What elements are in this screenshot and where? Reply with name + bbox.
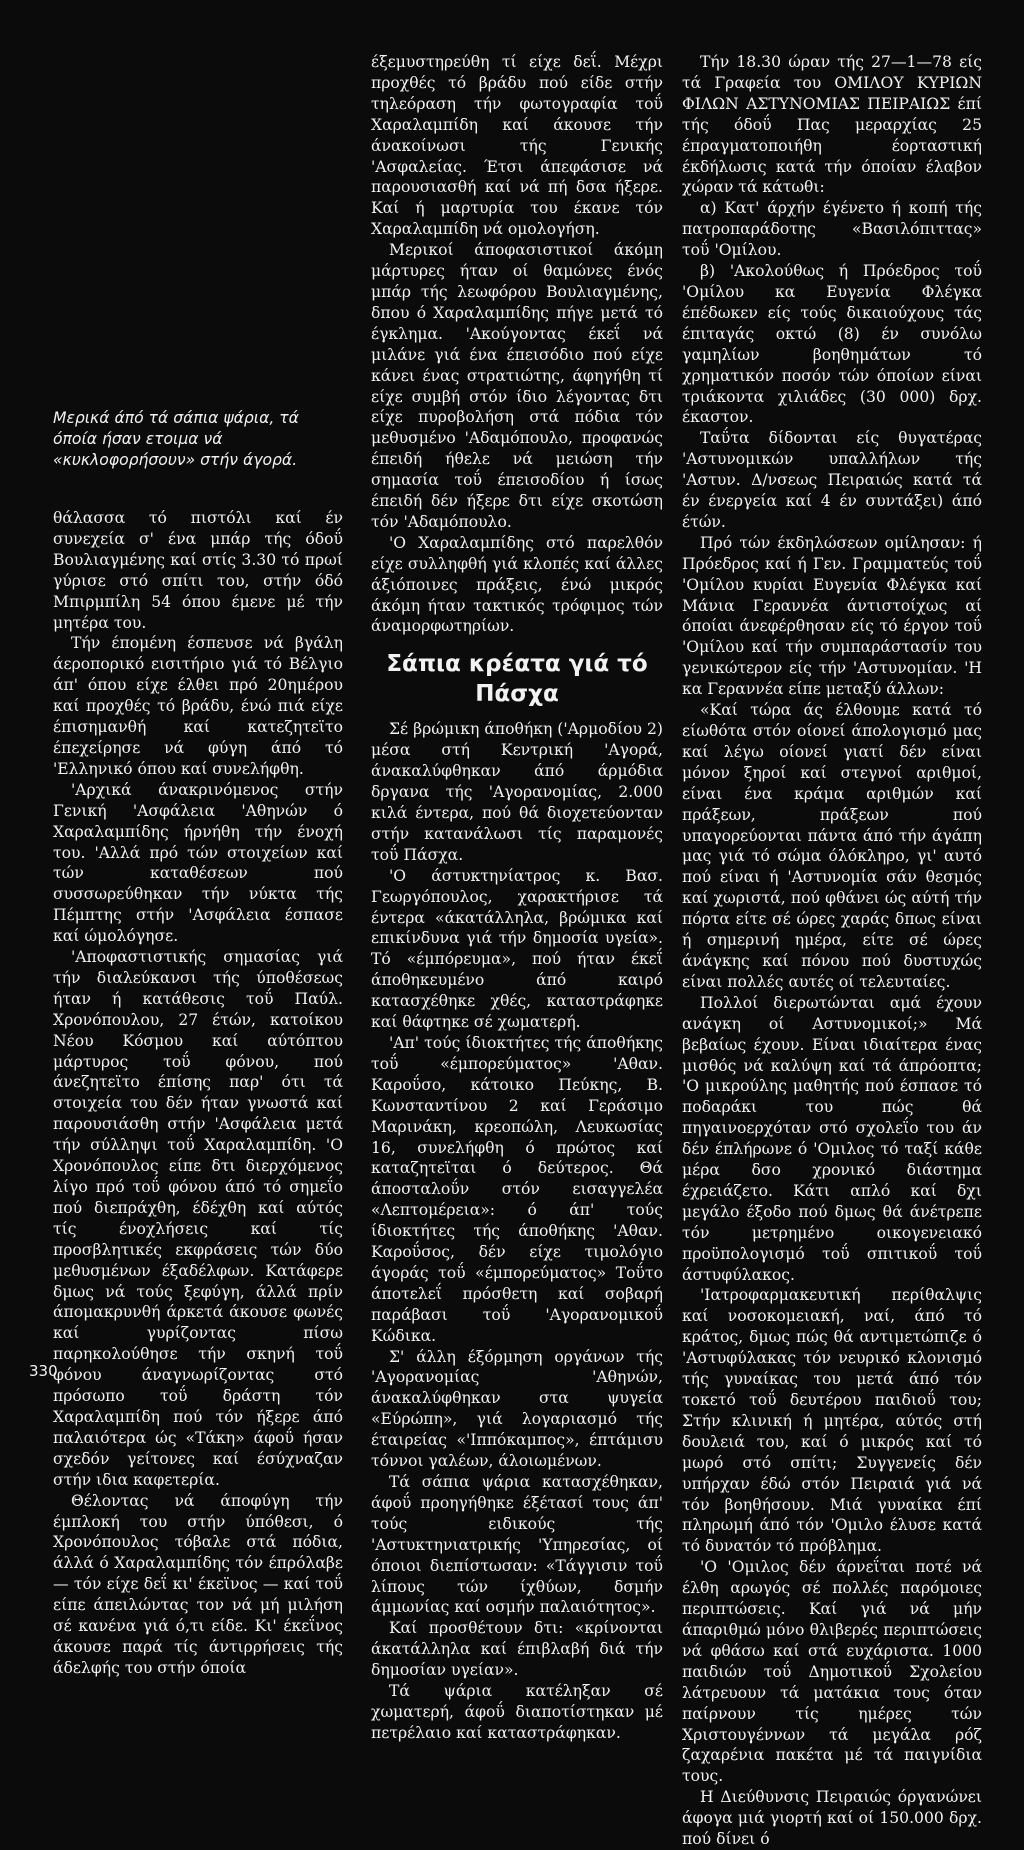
paragraph: 'Ο Χαραλαμπίδης στό παρελθόν είχε συλληφθή γιά κλοπές καί άλλες άξιόποινες πράξεις, ένώ μικρός άκόμη ήταν τακτικός τρόφιμος τών άναμορφωτηρίων. (371, 533, 663, 636)
paragraph: α) Κατ' άρχήν έγένετο ή κοπή τής πατροπαράδοτης «Βασιλόπιττας» τοΰ 'Ομίλου. (682, 199, 982, 260)
photo-caption: Μερικά άπό τά σάπια ψάρια, τά όποία ήσαν ετοιμα νά «κυκλοφορήσουν» στήν άγορά. (53, 409, 299, 469)
paragraph: 'Απ' τούς ίδιοκτήτες τής άποθήκης τοΰ «έμπορεύματος» 'Αθαν. Καροΰσο, κάτοικο Πεύκης, Β. Κωνσταντίνου 2 καί Γεράσιμο Μαρινάκη, κρεοπώλη, Λευκωσίας 16, συνελήφθη ό πρώτος καί καταζητεϊται ό δεύτερος. Θά άποσταλοΰν στόν εισαγγελέα «Λεπτομέρεια»: ό άπ' τούς ίδιοκτήτες τής άποθήκης 'Αθαν. Καροΰσος, δέν είχε τιμολόγιο άγοράς τοΰ «έμπορεύματος» Τοΰτο άποτελεΐ πρόσθετη καί σοβαρή παράβασι τοΰ 'Αγορανομικοΰ Κώδικα. (371, 1033, 663, 1345)
paragraph: Πρό τών έκδηλώσεων ομίλησαν: ή Πρόεδρος καί ή Γεν. Γραμματεύς τοΰ 'Ομίλου κυρίαι Ευγενία Φλέγκα καί Μάνια Γεραννέα άντιστοίχως αί όποίαι άνεφέρθησαν είς τό έργον τοΰ 'Ομίλου καί τήν συμπαράστασίν του γενικώτερον είς τήν 'Αστυνομίαν. 'Η κα Γεραννέα είπε μεταξύ άλλων: (682, 533, 982, 699)
paragraph: Μερικοί άποφασιστικοί άκόμη μάρτυρες ήταν οί θαμώνες ένός μπάρ τής λεωφόρου Βουλιαγμένης, δπου ό Χαραλαμπίδης πήγε μετά τό έγκλημα. 'Ακούγοντας έκεΐ νά μιλάνε γιά ένα έπεισόδιο πού είχε κάνει ένας στρατιώτης, άφηγήθη τί είχε συμβή στόν ίδιο λέγοντας δτι είχε πυροβολήση στά πόδια τόν μεθυσμένο 'Αδαμόπουλο, προφανώς έπειδή ήθελε νά μειώση τήν σημασία τοΰ έπεισοδίου ή ίσως έπειδή δέν ήξερε δτι είχε σκοτώση τόν 'Αδαμόπουλο. (371, 241, 663, 531)
paragraph: Τά ψάρια κατέληξαν σέ χωματερή, άφοΰ διαποτίστηκαν μέ πετρέλαιο καί καταστράφηκαν. (371, 1682, 663, 1742)
paragraph: 'Ιατροφαρμακευτική περίθαλψις καί νοσοκομειακή, ναί, άπό τό κράτος, δμως πώς θά αντιμετώπιζε ό 'Αστυφύλακας τόν νευρικό κλονισμό τής γυναίκας του μετά άπό τόν τοκετό τοΰ δευτέρου παιδιοΰ του; Στήν κλινική ή μητέρα, αύτός στή δουλειά του, καί ό μικρός καί τό μωρό στό σπίτι; Συγγενείς δέν υπήρχαν έδώ στόν Πειραιά γιά νά τόν βοηθήσουν. Μιά γυναίκα έπί πληρωμή άπό τόν 'Ομιλο έλυσε κατά τό δυνατόν τό πρόβλημα. (682, 1286, 982, 1556)
paragraph: Τήν έπομένη έσπευσε νά βγάλη άεροπορικό εισιτήριο γιά τό Βέλγιο άπ' όπου είχε έλθει πρό 20ημέρου καί προχθές τό βράδυ, ένώ πιά είχε έπισημανθή καί κατεζητεϊτο έπεχείρησε νά φύγη άπό τό 'Ελληνικό όπου καί συνελήφθη. (53, 634, 343, 778)
paragraph: Πολλοί διερωτώνται αμά έχουν ανάγκη οί Αστυνομικοί;» Μά βεβαίως έχουν. Είναι ιδιαίτερα ένας μισθός νά καλύψη καί τά άπρόοπτα; 'Ο μικρούλης μαθητής πού έσπασε τό ποδαράκι του πώς θά πηγαινοερχόταν στό σχολεΐο του άν δέν έπλήρωνε ό 'Ομιλος τό ταξί κάθε μέρα δσο χρονικό διάστημα έχρειάζετο. Κάτι απλό καί δχι μεγάλο έξοδο πού δμως θά άνέτρεπε τόν μετρημένο οικογενειακό προϋπολογισμό τοΰ σπιτικοΰ τοΰ άστυφύλακος. (682, 993, 982, 1284)
left-column (53, 508, 343, 1679)
paragraph: θάλασσα τό πιστόλι καί έν συνεχεία σ' ένα μπάρ τής όδοΰ Βουλιαγμένης καί στίς 3.30 τό πρωί γύρισε στό σπίτι του, στήν όδό Μπιρμπίλη 54 όπου έμενε μέ τήν μητέρα του. (53, 509, 343, 632)
paragraph: 'Αρχικά άνακρινόμενος στήν Γενική 'Ασφάλεια 'Αθηνών ό Χαραλαμπίδης ήρνήθη τήν ένοχή του. 'Αλλά πρό τών στοιχείων καί τών καταθέσεων πού συσσωρεύθηκαν τήν νύκτα τής Πέμπτης στήν 'Ασφάλεια έσπασε καί ώμολόγησε. (53, 780, 343, 946)
middle-column (371, 52, 663, 1744)
paragraph: Τά σάπια ψάρια κατασχέθηκαν, άφοΰ προηγήθηκε έξέτασί τους άπ' τούς ειδικούς τής 'Αστυκτηνιατρικής 'Υπηρεσίας, οί όποιοι διεπίστωσαν: «Τάγγισιν τοΰ λίπους τών ίχθύων, δσμήν άμμωνίας καί οσμήν παλαιότητος». (371, 1473, 663, 1617)
paragraph: Η Διεύθυνσις Πειραιώς όργανώνει άφογα μιά γιορτή καί οί 150.000 δρχ. πού δίνει ό (682, 1788, 982, 1849)
paragraph: Ταΰτα δίδονται είς θυγατέρας 'Αστυνομικών υπαλλήλων τής 'Αστυν. Δ/νσεως Πειραιώς κατά τά έν ένεργεία καί 4 έν συντάξει) άπό έτών. (682, 429, 982, 531)
right-column (682, 52, 982, 1850)
paragraph: 'Ο 'Ομιλος δέν άρνεΐται ποτέ νά έλθη αρωγός σέ πολλές παρόμοιες περιπτώσεις. Καί γιά νά μήν άπαριθμώ μόνο θλιβερές περιπτώσεις νά φθάσω καί στά ευχάριστα. 1000 παιδιών τοΰ Δημοτικοΰ Σχολείου λάτρευουν τά ματάκια τους όταν παίρνουν τίς ημέρες τών Χριστουγέννων τά μεγάλα ρόζ ζαχαρένια πακέτα μέ τά παιγνίδια τους. (682, 1558, 982, 1786)
article-headline: Σάπια κρέατα γιά τό Πάσχα (386, 651, 648, 708)
paragraph: Σ' άλλη έξόρμηση οργάνων τής 'Αγορανομίας 'Αθηνών, άνακαλύφθηκαν στα ψυγεία «Εύρώπη», γιά λογαριασμό τής έταιρείας «'Ιππόκαμπος», έπτάμισυ τόννοι γαλέων, άλοιωμένων. (371, 1347, 663, 1471)
paragraph: Καί προσθέτουν δτι: «κρίνονται άκατάλληλα καί έπιβλαβή διά τήν δημοσίαν υγείαν». (371, 1619, 663, 1680)
paragraph: β) 'Ακολούθως ή Πρόεδρος τοΰ 'Ομίλου κα Ευγενία Φλέγκα έπέδωκεν είς τούς δικαιούχους τάς έπιταγάς οκτώ (8) έν συνόλω γαμηλίων βοηθημάτων τό χρηματικόν ποσόν τών όποίων είναι τριάκοντα χιλιάδες (30 000) δρχ. έκαστον. (682, 262, 982, 427)
paragraph: Σέ βρώμικη άποθήκη ('Αρμοδίου 2) μέσα στή Κεντρική 'Αγορά, άνακαλύφθηκαν άπό άρμόδια δργανα τής 'Αγορανομίας, 2.000 κιλά έντερα, πού θά διοχετεύονταν στήν κατανάλωσι τίς παραμονές τοΰ Πάσχα. (371, 720, 663, 864)
paragraph: 'Ο άστυκτηνίατρος κ. Βασ. Γεωργόπουλος, χαρακτήρισε τά έντερα «άκατάλληλα, βρώμικα καί επικίνδυνα γιά τήν δημοσία υγεία». Τό «έμπόρευμα», πού ήταν έκεΐ άποθηκευμένο άπό καιρό κατασχέθηκε χθές, καταστράφηκε καί θάφτηκε σέ χωματερή. (371, 866, 663, 1032)
paragraph: 'Αποφαστιστικής σημασίας γιά τήν διαλεύκανσι τής ύποθέσεως ήταν ή κατάθεσις τοΰ Παύλ. Χρονόπουλου, 27 έτών, κατοίκου Νέου Κόσμου καί αύτόπτου μάρτυρος τοΰ φόνου, πού άνεζητεϊτο έπίσης παρ' ότι τά στοιχεία του δέν ήταν γνωστά καί παρουσιάσθη στήν 'Ασφάλεια μετά τήν σύλληψι τοΰ Χαραλαμπίδη. 'Ο Χρονόπουλος είπε δτι διερχόμενος λίγο πρό τοΰ φόνου άπό τό σημεΐο πού διεπράχθη, έδέχθη καί αύτός τίς ένοχλήσεις καί τίς προσβλητικές εκφράσεις τών δύο μεθυσμένων έξαδέλφων. Κατάφερε δμως νά τούς ξεφύγη, άλλά πρίν άπομακρυνθή άρκετά άκουσε φωνές καί γυρίζοντας πίσω παρηκολούθησε τήν σκηνή τοΰ φόνου άναγνωρίζοντας στό πρόσωπο τοΰ δράστη τόν Χαραλαμπίδη πού τόν ήξερε άπό παλαιότερα ώς «Τάκη» άφοΰ ήσαν σχεδόν γείτονες καί έσύχναζαν στήν ιδια καφετερία. (53, 948, 343, 1489)
paragraph: έξεμυστηρεύθη τί είχε δεΐ. Μέχρι προχθές τό βράδυ πού είδε στήν τηλεόραση τήν φωτογραφία τοΰ Χαραλαμπίδη καί άκουσε τήν άνακοίνωσι τής Γενικής 'Ασφαλείας. Έτσι άπεφάσισε νά παρουσιασθή καί νά πή δσα ήξερε. Καί ή μαρτυρία του έκανε τόν Χαραλαμπίδη νά ομολογήση. (371, 53, 663, 239)
paragraph: Θέλοντας νά άποφύγη τήν έμπλοκή του στήν ύπόθεσι, ό Χρονόπουλος τόβαλε στά πόδια, άλλά ό Χαραλαμπίδης τόν έπρόλαβε — τόν είχε δεΐ κι' έκεϊνος — καί τοΰ είπε άπειλώντας τον νά μή μιλήση σέ κανένα γιά ό,τι είδε. Κι' έκεΐνος άκουσε παρά τίς άντιρρήσεις τής άδελφής του στήν όποία (53, 1491, 343, 1677)
paragraph: Τήν 18.30 ώραν τής 27—1—78 είς τά Γραφεία του ΟΜΙΛΟΥ ΚΥΡΙΩΝ ΦΙΛΩΝ ΑΣΤΥΝΟΜΙΑΣ ΠΕΙΡΑΙΩΣ έπί τής όδοΰ Πας μεραρχίας 25 έπραγματοποιήθη έορταστική έκδήλωσις κατά τήν όποίαν έλαβον χώραν τά κάτωθι: (682, 53, 982, 197)
paragraph: «Καί τώρα άς έλθουμε κατά τό είωθότα στόν οίονεί άπολογισμό μας καί λέγω οίονεί γιατί δέν είναι μόνον ξηροί καί στεγνοί αριθμοί, είναι ένα κράμα αριθμών καί πράξεων, πράξεων πού υπαγορεύονται πάντα άπό τήν άγάπη μας γιά τό σώμα όλόκληρο, γι' αυτό πού είναι ή 'Αστυνομία σάν θεσμός καί χωριστά, πού φθάνει ώς αύτή τήν πόρτα είτε σέ ώρες χαράς δπως είναι ή σημερινή ημέρα, είτε σέ ώρες άνάγκης καί πόνου πού δυστυχώς είναι πολλές αυτές οί τελευταίες. (682, 701, 982, 991)
page-number: 330 (29, 1362, 58, 1380)
